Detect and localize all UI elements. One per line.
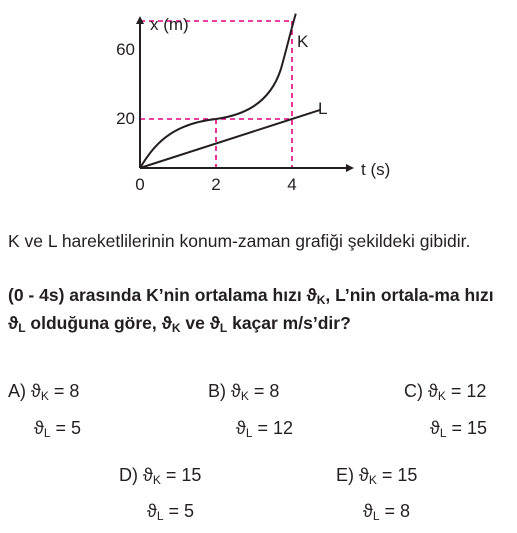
guide-lines xyxy=(140,21,292,168)
option-letter: D) xyxy=(119,465,138,485)
subscript: L xyxy=(245,426,253,440)
option-b-vl xyxy=(236,418,293,440)
subscript: K xyxy=(40,389,49,403)
option-c-vl xyxy=(430,418,487,440)
velocity-symbol: ϑ xyxy=(143,465,153,485)
velocity-symbol: ϑ xyxy=(428,381,438,401)
option-value: = 12 xyxy=(445,381,487,401)
option-letter: A) xyxy=(8,381,26,401)
x-tick-label: 2 xyxy=(211,175,221,194)
option-a-vk[interactable] xyxy=(8,381,79,403)
prompt-subscript: L xyxy=(219,321,228,335)
option-value: = 12 xyxy=(252,418,294,438)
option-value: = 8 xyxy=(248,381,280,401)
option-value: = 15 xyxy=(160,465,202,485)
prompt-part: kaçar m/s’dir? xyxy=(227,313,351,333)
x-tick-label: 0 xyxy=(135,175,145,194)
subscript: L xyxy=(43,426,51,440)
series-label-l: L xyxy=(318,99,328,118)
subscript: L xyxy=(439,426,447,440)
option-letter: E) xyxy=(336,465,354,485)
prompt-part: , L’nin ortala-ma hızı ϑ xyxy=(8,285,494,333)
velocity-symbol: ϑ xyxy=(359,465,369,485)
subscript: L xyxy=(372,509,380,523)
velocity-symbol: ϑ xyxy=(236,418,246,438)
velocity-symbol: ϑ xyxy=(363,501,373,521)
series-label-k: K xyxy=(297,32,309,51)
option-e-vk[interactable] xyxy=(336,465,417,487)
prompt-part: (0 - 4s) arasında K’nin ortalama hızı ϑ xyxy=(8,285,317,305)
question-prompt xyxy=(8,282,506,338)
velocity-symbol: ϑ xyxy=(231,381,241,401)
y-tick-label: 20 xyxy=(116,109,135,128)
prompt-part: ve ϑ xyxy=(180,313,220,333)
subscript: K xyxy=(240,389,249,403)
question-intro: K ve L hareketlilerinin konum-zaman grafiği şekildeki gibidir. xyxy=(8,231,471,251)
subscript: K xyxy=(437,389,446,403)
position-time-graph xyxy=(0,0,517,220)
option-value: = 5 xyxy=(50,418,82,438)
velocity-symbol: ϑ xyxy=(430,418,440,438)
velocity-symbol: ϑ xyxy=(31,381,41,401)
option-letter: B) xyxy=(208,381,226,401)
prompt-part: olduğuna göre, ϑ xyxy=(25,313,172,333)
option-value: = 5 xyxy=(163,501,195,521)
option-value: = 15 xyxy=(446,418,488,438)
option-e-vl xyxy=(363,501,410,523)
subscript: K xyxy=(152,473,161,487)
x-tick-label: 4 xyxy=(287,175,297,194)
option-d-vk[interactable] xyxy=(119,465,201,487)
series-layer xyxy=(140,14,321,168)
x-axis-label: t (s) xyxy=(361,160,391,179)
series-k-curve xyxy=(140,14,296,168)
option-value: = 8 xyxy=(379,501,411,521)
option-value: = 8 xyxy=(48,381,80,401)
option-letter: C) xyxy=(404,381,423,401)
option-d-vl xyxy=(147,501,194,523)
velocity-symbol: ϑ xyxy=(34,418,44,438)
prompt-subscript: K xyxy=(316,293,326,307)
y-tick-label: 60 xyxy=(116,40,135,59)
prompt-subscript: K xyxy=(171,321,181,335)
option-b-vk[interactable] xyxy=(208,381,279,403)
velocity-symbol: ϑ xyxy=(147,501,157,521)
subscript: L xyxy=(156,509,164,523)
subscript: K xyxy=(368,473,377,487)
option-value: = 15 xyxy=(376,465,418,485)
option-c-vk[interactable] xyxy=(404,381,486,403)
prompt-subscript: L xyxy=(18,321,26,335)
option-a-vl xyxy=(34,418,81,440)
y-axis-label: x (m) xyxy=(150,15,189,34)
